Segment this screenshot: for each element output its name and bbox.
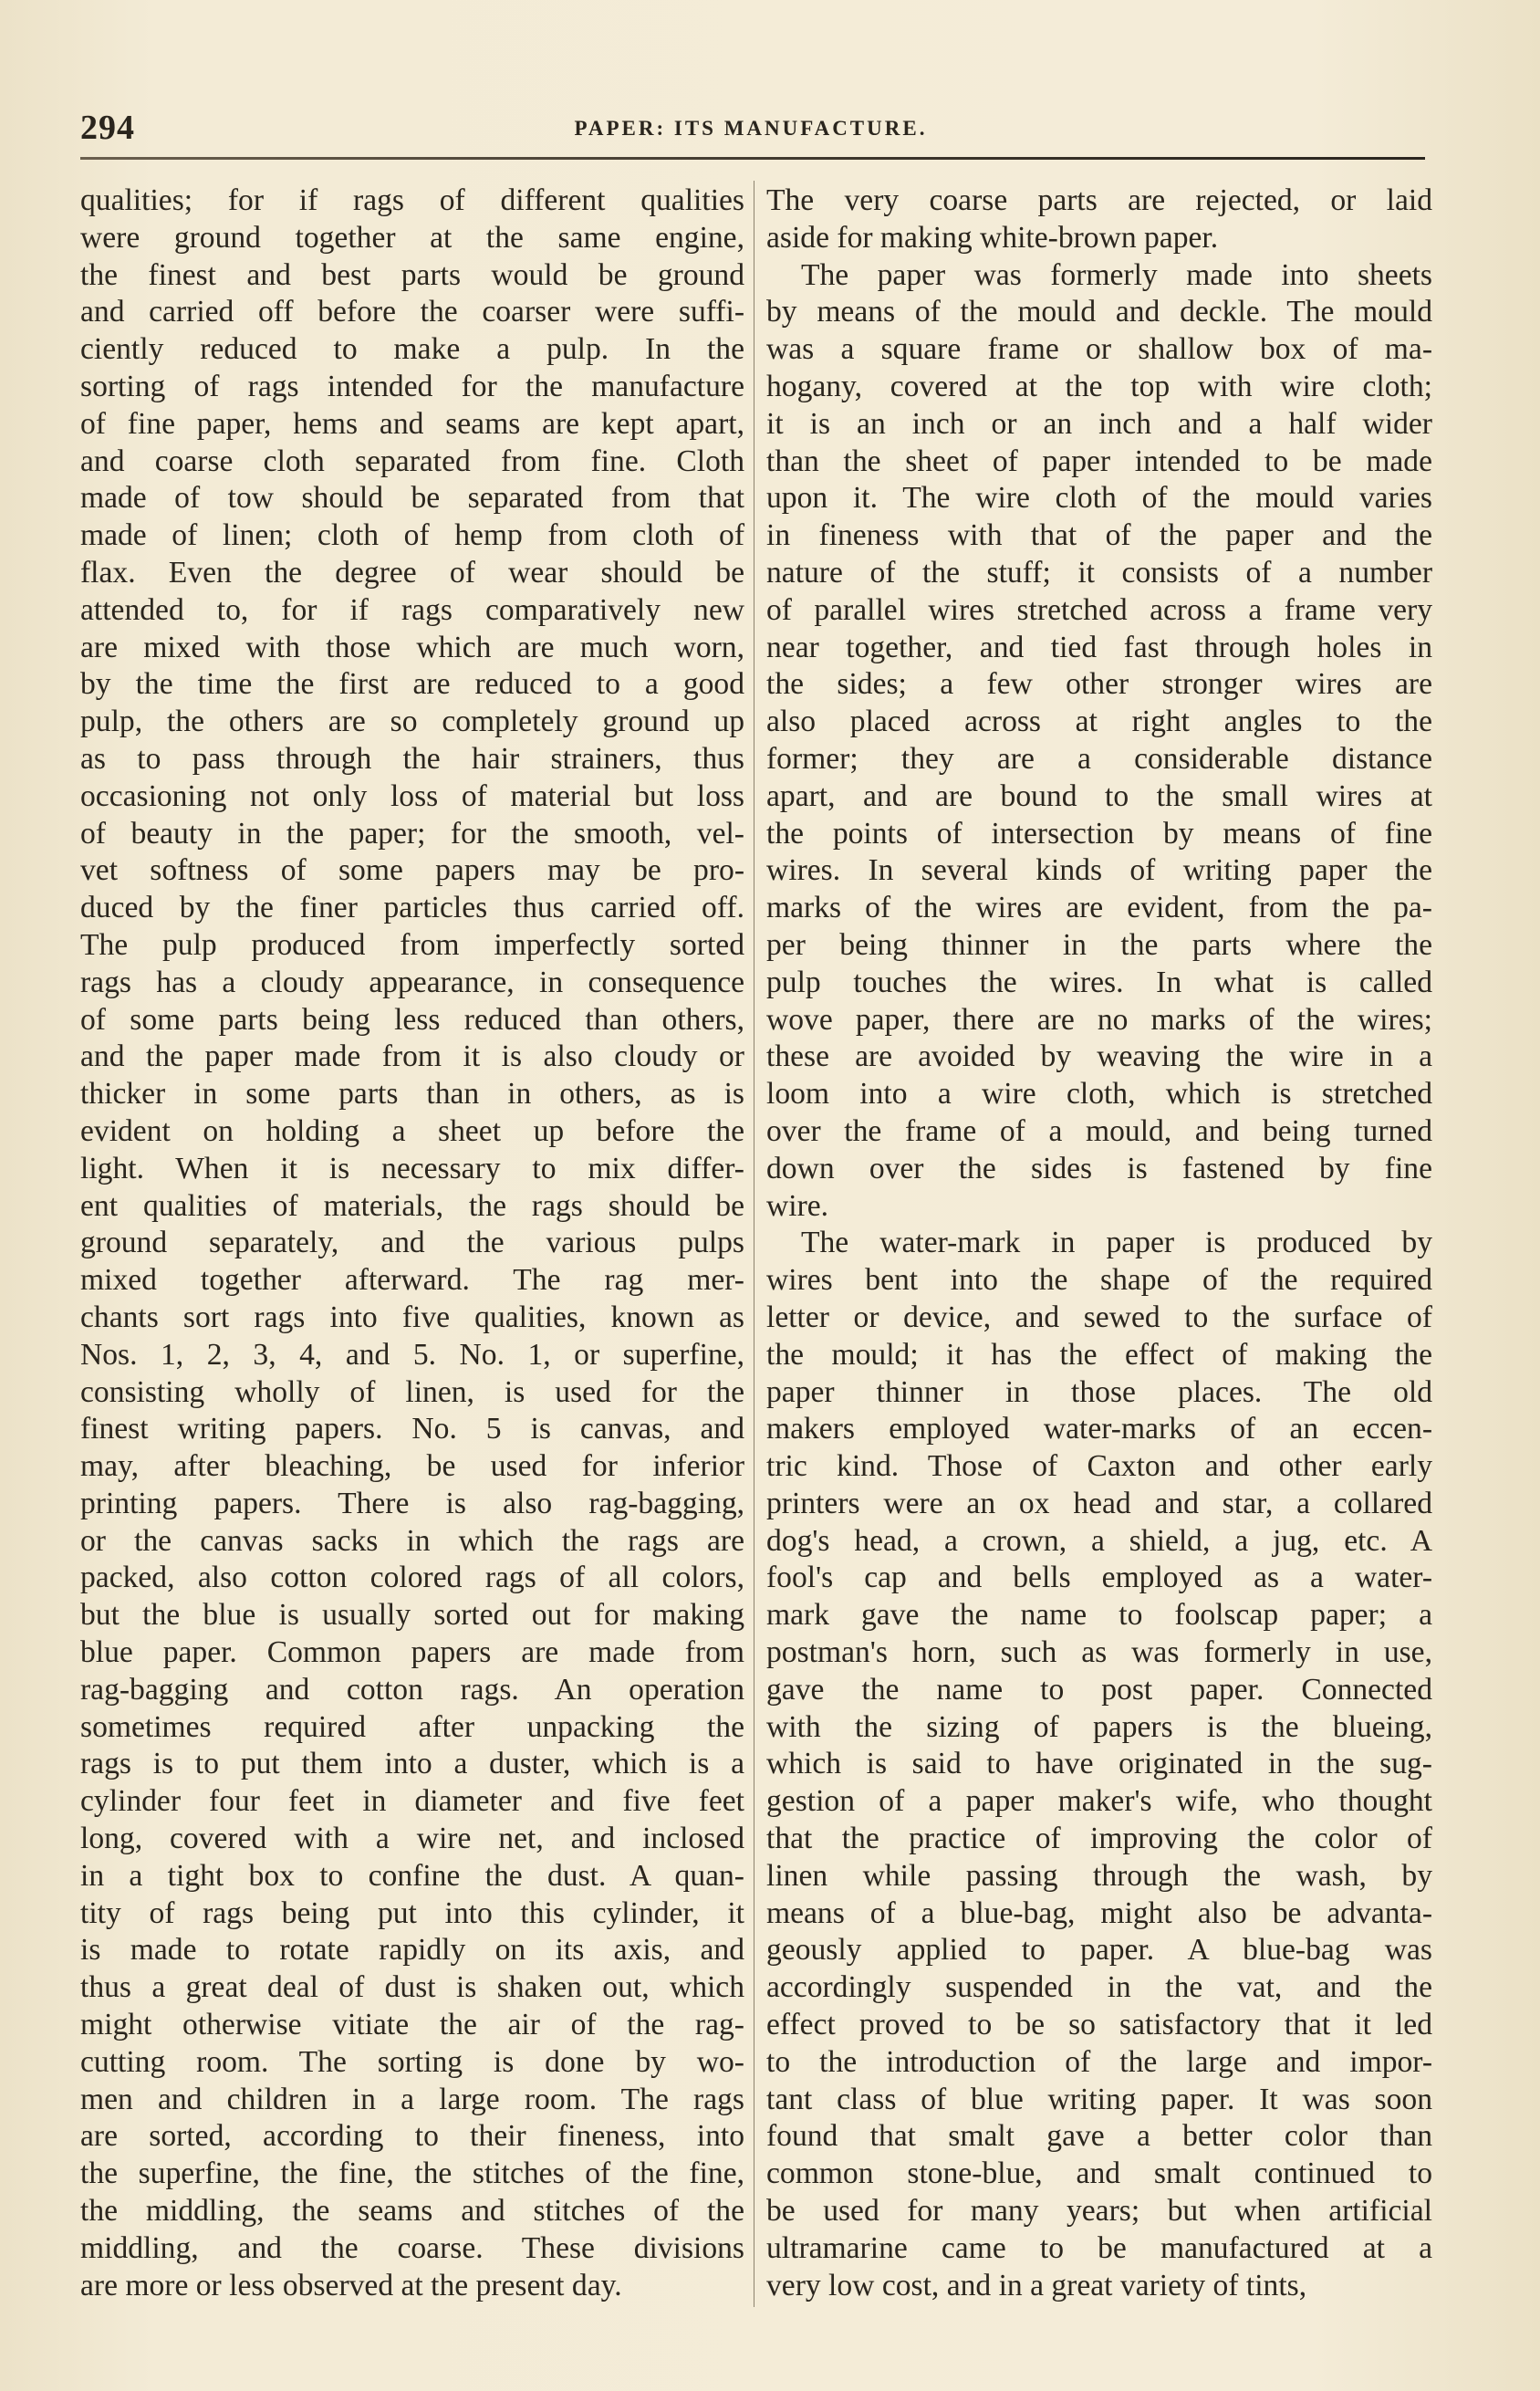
text-line: The water-mark in paper is produced by bbox=[801, 1226, 1432, 1260]
text-line: sometimes required after unpacking the bbox=[80, 1709, 744, 1744]
text-line: thicker in some parts than in others, as is bbox=[80, 1077, 744, 1112]
text-line: sorting of rags intended for the manufacture bbox=[80, 369, 744, 403]
text-line: mark gave the name to foolscap paper; a bbox=[766, 1598, 1432, 1633]
text-line: ciently reduced to make a pulp. In the bbox=[80, 332, 744, 367]
text-line: the points of intersection by means of fine bbox=[766, 816, 1432, 851]
text-line: to the introduction of the large and impor- bbox=[766, 2044, 1432, 2079]
text-line: are more or less observed at the present day. bbox=[80, 2268, 622, 2302]
text-line: was a square frame or shallow box of ma- bbox=[766, 332, 1432, 367]
text-line: chants sort rags into five qualities, known as bbox=[80, 1300, 744, 1334]
text-line: pulp, the others are so completely ground up bbox=[80, 705, 744, 739]
text-line: than the sheet of paper intended to be made bbox=[766, 444, 1432, 478]
text-line: found that smalt gave a better color than bbox=[766, 2119, 1432, 2154]
text-line: geously applied to paper. A blue-bag was bbox=[766, 1933, 1432, 1968]
text-line: the finest and best parts would be ground bbox=[80, 257, 744, 292]
text-line: dog's head, a crown, a shield, a jug, etc. A bbox=[766, 1523, 1432, 1558]
text-line: in fineness with that of the paper and the bbox=[766, 518, 1432, 553]
text-line: former; they are a considerable distance bbox=[766, 741, 1432, 776]
text-line: it is an inch or an inch and a half wider bbox=[766, 406, 1432, 441]
text-line: upon it. The wire cloth of the mould varies bbox=[766, 481, 1432, 516]
text-line: marks of the wires are evident, from the pa- bbox=[766, 891, 1432, 925]
running-title: PAPER: ITS MANUFACTURE. bbox=[574, 117, 928, 140]
text-line: The pulp produced from imperfectly sorted bbox=[80, 927, 744, 962]
text-line: occasioning not only loss of material but loss bbox=[80, 778, 744, 813]
text-line: of parallel wires stretched across a frame very bbox=[766, 592, 1432, 627]
text-line: are mixed with those which are much worn, bbox=[80, 630, 744, 664]
text-line: tric kind. Those of Caxton and other early bbox=[766, 1449, 1432, 1484]
text-line: are sorted, according to their fineness, into bbox=[80, 2119, 744, 2154]
text-line: the sides; a few other stronger wires are bbox=[766, 667, 1432, 702]
left-column bbox=[80, 183, 744, 2304]
text-line: wove paper, there are no marks of the wires; bbox=[766, 1002, 1432, 1037]
text-line: hogany, covered at the top with wire cloth; bbox=[766, 369, 1432, 403]
text-line: but the blue is usually sorted out for making bbox=[80, 1598, 744, 1633]
text-line: per being thinner in the parts where the bbox=[766, 927, 1432, 962]
text-line: accordingly suspended in the vat, and the bbox=[766, 1970, 1432, 2005]
text-line: cutting room. The sorting is done by wo- bbox=[80, 2044, 744, 2079]
text-line: vet softness of some papers may be pro- bbox=[80, 853, 744, 888]
text-line: rags has a cloudy appearance, in consequence bbox=[80, 965, 744, 999]
text-line: is made to rotate rapidly on its axis, and bbox=[80, 1933, 744, 1968]
text-line: tity of rags being put into this cylinder, it bbox=[80, 1895, 744, 1930]
text-line: packed, also cotton colored rags of all colors, bbox=[80, 1561, 744, 1595]
text-line: gave the name to post paper. Connected bbox=[766, 1672, 1432, 1707]
text-line: the middling, the seams and stitches of the bbox=[80, 2194, 744, 2229]
text-line: evident on holding a sheet up before the bbox=[80, 1113, 744, 1148]
text-line: letter or device, and sewed to the surface of bbox=[766, 1300, 1432, 1334]
text-line: be used for many years; but when artificial bbox=[766, 2194, 1432, 2229]
text-line: that the practice of improving the color of bbox=[766, 1822, 1432, 1856]
text-line: might otherwise vitiate the air of the rag- bbox=[80, 2008, 744, 2042]
text-line: gestion of a paper maker's wife, who thought bbox=[766, 1784, 1432, 1819]
text-line: paper thinner in those places. The old bbox=[766, 1374, 1432, 1409]
text-line: linen while passing through the wash, by bbox=[766, 1858, 1432, 1893]
text-line: cylinder four feet in diameter and five feet bbox=[80, 1784, 744, 1819]
text-line: and the paper made from it is also cloudy or bbox=[80, 1039, 744, 1074]
text-line: qualities; for if rags of different qualities bbox=[80, 183, 744, 217]
text-line: of some parts being less reduced than others, bbox=[80, 1002, 744, 1037]
text-line: over the frame of a mould, and being turned bbox=[766, 1113, 1432, 1148]
right-column bbox=[766, 183, 1432, 2304]
text-line: wires. In several kinds of writing paper the bbox=[766, 853, 1432, 888]
text-line: and carried off before the coarser were suffi- bbox=[80, 295, 744, 329]
text-line: were ground together at the same engine, bbox=[80, 220, 744, 255]
page-header bbox=[80, 108, 1421, 153]
text-line: rags is to put them into a duster, which is a bbox=[80, 1747, 744, 1781]
text-line: the mould; it has the effect of making the bbox=[766, 1337, 1432, 1372]
text-line: rag-bagging and cotton rags. An operation bbox=[80, 1672, 744, 1707]
text-line: Nos. 1, 2, 3, 4, and 5. No. 1, or superfine, bbox=[80, 1337, 744, 1372]
text-line: postman's horn, such as was formerly in use, bbox=[766, 1635, 1432, 1670]
text-line: flax. Even the degree of wear should be bbox=[80, 555, 744, 590]
text-line: aside for making white-brown paper. bbox=[766, 220, 1219, 255]
text-line: printers were an ox head and star, a collared bbox=[766, 1486, 1432, 1520]
text-line: common stone-blue, and smalt continued to bbox=[766, 2156, 1432, 2191]
text-line: fool's cap and bells employed as a water- bbox=[766, 1561, 1432, 1595]
text-line: The paper was formerly made into sheets bbox=[801, 257, 1432, 292]
text-line: blue paper. Common papers are made from bbox=[80, 1635, 744, 1670]
text-line: made of linen; cloth of hemp from cloth of bbox=[80, 518, 744, 553]
text-line: made of tow should be separated from that bbox=[80, 481, 744, 516]
text-line: middling, and the coarse. These divisions bbox=[80, 2230, 744, 2265]
text-line: by the time the first are reduced to a good bbox=[80, 667, 744, 702]
text-line: nature of the stuff; it consists of a number bbox=[766, 555, 1432, 590]
text-line: or the canvas sacks in which the rags are bbox=[80, 1523, 744, 1558]
text-line: these are avoided by weaving the wire in a bbox=[766, 1039, 1432, 1074]
text-line: which is said to have originated in the sug- bbox=[766, 1747, 1432, 1781]
text-line: duced by the finer particles thus carried off. bbox=[80, 891, 744, 925]
text-line: of fine paper, hems and seams are kept apart, bbox=[80, 406, 744, 441]
text-line: pulp touches the wires. In what is called bbox=[766, 965, 1432, 999]
text-line: very low cost, and in a great variety of tints, bbox=[766, 2268, 1307, 2302]
text-line: and coarse cloth separated from fine. Cloth bbox=[80, 444, 744, 478]
text-line: apart, and are bound to the small wires at bbox=[766, 778, 1432, 813]
text-line: down over the sides is fastened by fine bbox=[766, 1151, 1432, 1185]
text-line: finest writing papers. No. 5 is canvas, and bbox=[80, 1412, 744, 1446]
text-line: ground separately, and the various pulps bbox=[80, 1226, 744, 1260]
text-line: attended to, for if rags comparatively new bbox=[80, 592, 744, 627]
text-line: thus a great deal of dust is shaken out, which bbox=[80, 1970, 744, 2005]
text-line: the superfine, the fine, the stitches of the fine, bbox=[80, 2156, 744, 2191]
text-line: The very coarse parts are rejected, or laid bbox=[766, 183, 1432, 217]
text-line: mixed together afterward. The rag mer- bbox=[80, 1263, 744, 1298]
text-line: loom into a wire cloth, which is stretched bbox=[766, 1077, 1432, 1112]
text-line: long, covered with a wire net, and inclosed bbox=[80, 1822, 744, 1856]
text-line: may, after bleaching, be used for inferior bbox=[80, 1449, 744, 1484]
text-line: effect proved to be so satisfactory that it led bbox=[766, 2008, 1432, 2042]
text-line: means of a blue-bag, might also be advanta- bbox=[766, 1895, 1432, 1930]
text-line: ent qualities of materials, the rags should be bbox=[80, 1188, 744, 1223]
text-line: as to pass through the hair strainers, thus bbox=[80, 741, 744, 776]
text-line: printing papers. There is also rag-bagging, bbox=[80, 1486, 744, 1520]
text-line: wire. bbox=[766, 1188, 829, 1223]
text-line: wires bent into the shape of the required bbox=[766, 1263, 1432, 1298]
text-line: consisting wholly of linen, is used for the bbox=[80, 1374, 744, 1409]
text-line: in a tight box to confine the dust. A quan- bbox=[80, 1858, 744, 1893]
text-line: makers employed water-marks of an eccen- bbox=[766, 1412, 1432, 1446]
text-line: light. When it is necessary to mix differ- bbox=[80, 1151, 744, 1185]
page-number: 294 bbox=[80, 109, 135, 147]
text-line: of beauty in the paper; for the smooth, vel- bbox=[80, 816, 744, 851]
header-rule bbox=[80, 157, 1425, 160]
text-line: also placed across at right angles to the bbox=[766, 705, 1432, 739]
text-line: near together, and tied fast through holes in bbox=[766, 630, 1432, 664]
text-line: men and children in a large room. The rags bbox=[80, 2082, 744, 2116]
text-line: with the sizing of papers is the blueing, bbox=[766, 1709, 1432, 1744]
text-line: tant class of blue writing paper. It was soon bbox=[766, 2082, 1432, 2116]
text-line: ultramarine came to be manufactured at a bbox=[766, 2230, 1432, 2265]
text-line: by means of the mould and deckle. The mould bbox=[766, 295, 1432, 329]
